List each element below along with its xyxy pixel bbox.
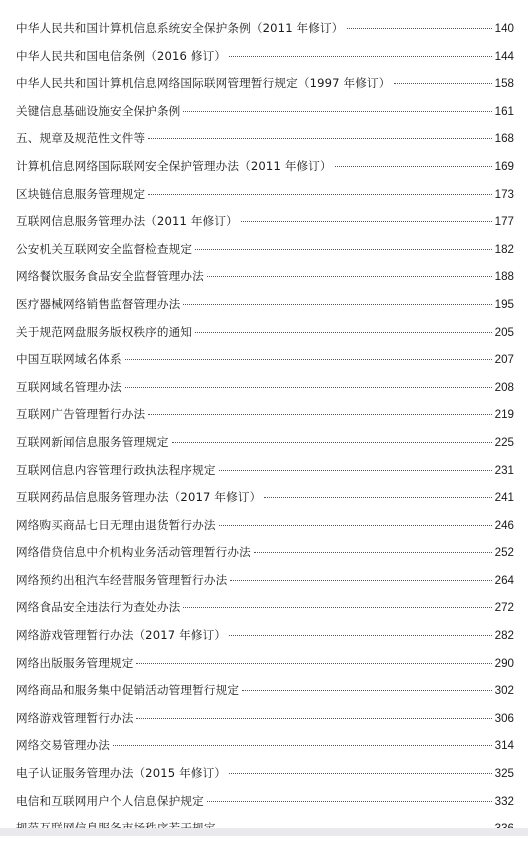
toc-entry-page-number: 332 <box>494 794 514 808</box>
toc-entry-page-number: 208 <box>494 380 514 394</box>
toc-entry-page-number: 144 <box>494 49 514 63</box>
toc-entry-title: 中华人民共和国电信条例（2016 修订） <box>16 48 227 63</box>
toc-entry[interactable] <box>16 567 514 595</box>
toc-dot-leader <box>207 276 492 277</box>
toc-entry-page-number: 158 <box>494 77 514 91</box>
toc-entry-page-number: 246 <box>494 518 514 532</box>
toc-entry-title: 电子认证服务管理办法（2015 年修订） <box>16 766 227 781</box>
toc-dot-leader <box>264 497 491 498</box>
toc-entry[interactable] <box>16 788 514 816</box>
toc-entry-title: 网络交易管理办法 <box>16 738 110 753</box>
toc-entry-page-number: 207 <box>494 353 514 367</box>
toc-entry-title: 计算机信息网络国际联网安全保护管理办法（2011 年修订） <box>16 158 332 173</box>
toc-entry[interactable] <box>16 484 514 512</box>
toc-entry[interactable] <box>16 43 514 71</box>
toc-entry-title: 互联网药品信息服务管理办法（2017 年修订） <box>16 490 262 505</box>
toc-entry-title: 网络游戏管理暂行办法（2017 年修订） <box>16 628 227 643</box>
toc-entry-page-number: 290 <box>494 656 514 670</box>
toc-entry[interactable] <box>16 429 514 457</box>
toc-entry[interactable] <box>16 705 514 733</box>
toc-dot-leader <box>113 745 492 746</box>
toc-entry-page-number: 188 <box>494 270 514 284</box>
toc-entry[interactable] <box>16 208 514 236</box>
toc-entry-title: 中华人民共和国计算机信息网络国际联网管理暂行规定（1997 年修订） <box>16 76 391 91</box>
toc-entry[interactable] <box>16 346 514 374</box>
toc-entry[interactable] <box>16 236 514 264</box>
toc-entry-title: 互联网广告管理暂行办法 <box>16 407 146 422</box>
toc-entry-title: 互联网信息服务管理办法（2011 年修订） <box>16 214 238 229</box>
toc-entry-title: 公安机关互联网安全监督检查规定 <box>16 241 193 256</box>
toc-entry-title: 互联网新闻信息服务管理规定 <box>16 434 169 449</box>
toc-entry-page-number: 205 <box>494 325 514 339</box>
toc-dot-leader <box>394 83 492 84</box>
toc-dot-leader <box>183 607 491 608</box>
toc-entry-page-number: 306 <box>494 711 514 725</box>
toc-entry[interactable] <box>16 125 514 153</box>
toc-entry[interactable] <box>16 181 514 209</box>
toc-entry-title: 网络餐饮服务食品安全监督管理办法 <box>16 269 204 284</box>
toc-entry-title: 关于规范网盘服务版权秩序的通知 <box>16 324 193 339</box>
toc-entry[interactable] <box>16 457 514 485</box>
toc-dot-leader <box>183 111 491 112</box>
toc-entry-page-number: 182 <box>494 242 514 256</box>
toc-entry-page-number: 272 <box>494 601 514 615</box>
toc-entry-title: 网络购买商品七日无理由退货暂行办法 <box>16 517 216 532</box>
toc-entry[interactable] <box>16 622 514 650</box>
toc-entry-page-number: 195 <box>494 297 514 311</box>
toc-entry[interactable] <box>16 732 514 760</box>
toc-dot-leader <box>148 414 491 415</box>
toc-dot-leader <box>229 635 492 636</box>
toc-dot-leader <box>195 249 491 250</box>
toc-dot-leader <box>347 28 492 29</box>
toc-entry[interactable] <box>16 98 514 126</box>
toc-entry-title: 网络食品安全违法行为查处办法 <box>16 600 181 615</box>
toc-dot-leader <box>207 801 492 802</box>
toc-entry-page-number: 219 <box>494 408 514 422</box>
toc-dot-leader <box>148 138 491 139</box>
toc-dot-leader <box>148 194 491 195</box>
toc-dot-leader <box>335 166 492 167</box>
toc-dot-leader <box>219 525 492 526</box>
toc-entry-title: 中国互联网域名体系 <box>16 352 122 367</box>
toc-entry-page-number: 302 <box>494 684 514 698</box>
toc-entry-page-number: 225 <box>494 435 514 449</box>
toc-entry-title: 中华人民共和国计算机信息系统安全保护条例（2011 年修订） <box>16 21 344 35</box>
toc-entry-title: 网络游戏管理暂行办法 <box>16 710 134 725</box>
toc-dot-leader <box>242 690 492 691</box>
toc-entry-title: 网络预约出租汽车经营服务管理暂行办法 <box>16 572 228 587</box>
toc-entry-page-number: 161 <box>494 104 514 118</box>
toc-entry-title: 网络出版服务管理规定 <box>16 655 134 670</box>
toc-dot-leader <box>183 304 491 305</box>
toc-dot-leader <box>136 663 491 664</box>
toc-entry-page-number: 241 <box>494 491 514 505</box>
toc-entry[interactable] <box>16 401 514 429</box>
toc-dot-leader <box>229 773 492 774</box>
toc-entry-title: 网络借贷信息中介机构业务活动管理暂行办法 <box>16 545 251 560</box>
toc-entry[interactable] <box>16 374 514 402</box>
toc-entry-title: 互联网信息内容管理行政执法程序规定 <box>16 462 216 477</box>
toc-entry[interactable] <box>16 539 514 567</box>
toc-dot-leader <box>172 442 492 443</box>
toc-dot-leader <box>136 718 491 719</box>
toc-entry-page-number: 177 <box>494 215 514 229</box>
toc-dot-leader <box>254 552 492 553</box>
toc-dot-leader <box>125 359 492 360</box>
toc-entry-page-number: 325 <box>494 767 514 781</box>
toc-entry-page-number: 231 <box>494 463 514 477</box>
toc-entry-title: 关键信息基础设施安全保护条例 <box>16 103 181 118</box>
toc-dot-leader <box>125 387 492 388</box>
toc-entry-title: 网络商品和服务集中促销活动管理暂行规定 <box>16 683 240 698</box>
toc-entry-title: 医疗器械网络销售监督管理办法 <box>16 296 181 311</box>
toc-entry[interactable] <box>16 263 514 291</box>
page-bottom-edge <box>0 828 528 836</box>
toc-entry-title: 区块链信息服务管理规定 <box>16 186 146 201</box>
toc-dot-leader <box>230 580 491 581</box>
toc-entry-title: 五、规章及规范性文件等 <box>16 131 146 146</box>
toc-entry-page-number: 173 <box>494 187 514 201</box>
toc-dot-leader <box>241 221 492 222</box>
toc-entry[interactable] <box>16 291 514 319</box>
toc-dot-leader <box>229 56 492 57</box>
toc-dot-leader <box>195 332 491 333</box>
toc-entry-page-number: 314 <box>494 739 514 753</box>
toc-entry-title: 互联网域名管理办法 <box>16 379 122 394</box>
toc-entry-page-number: 282 <box>494 629 514 643</box>
table-of-contents <box>16 15 514 843</box>
toc-dot-leader <box>219 470 492 471</box>
toc-entry-page-number: 169 <box>494 159 514 173</box>
toc-entry[interactable] <box>16 153 514 181</box>
toc-entry[interactable] <box>16 650 514 678</box>
toc-entry[interactable] <box>16 319 514 347</box>
toc-entry-page-number: 140 <box>494 22 514 35</box>
toc-entry[interactable] <box>16 677 514 705</box>
toc-entry[interactable] <box>16 15 514 43</box>
toc-entry-title: 电信和互联网用户个人信息保护规定 <box>16 793 204 808</box>
toc-entry[interactable] <box>16 594 514 622</box>
toc-entry-page-number: 264 <box>494 573 514 587</box>
toc-entry[interactable] <box>16 760 514 788</box>
toc-entry-page-number: 168 <box>494 132 514 146</box>
toc-entry-page-number: 252 <box>494 546 514 560</box>
toc-entry[interactable] <box>16 70 514 98</box>
toc-entry[interactable] <box>16 512 514 540</box>
